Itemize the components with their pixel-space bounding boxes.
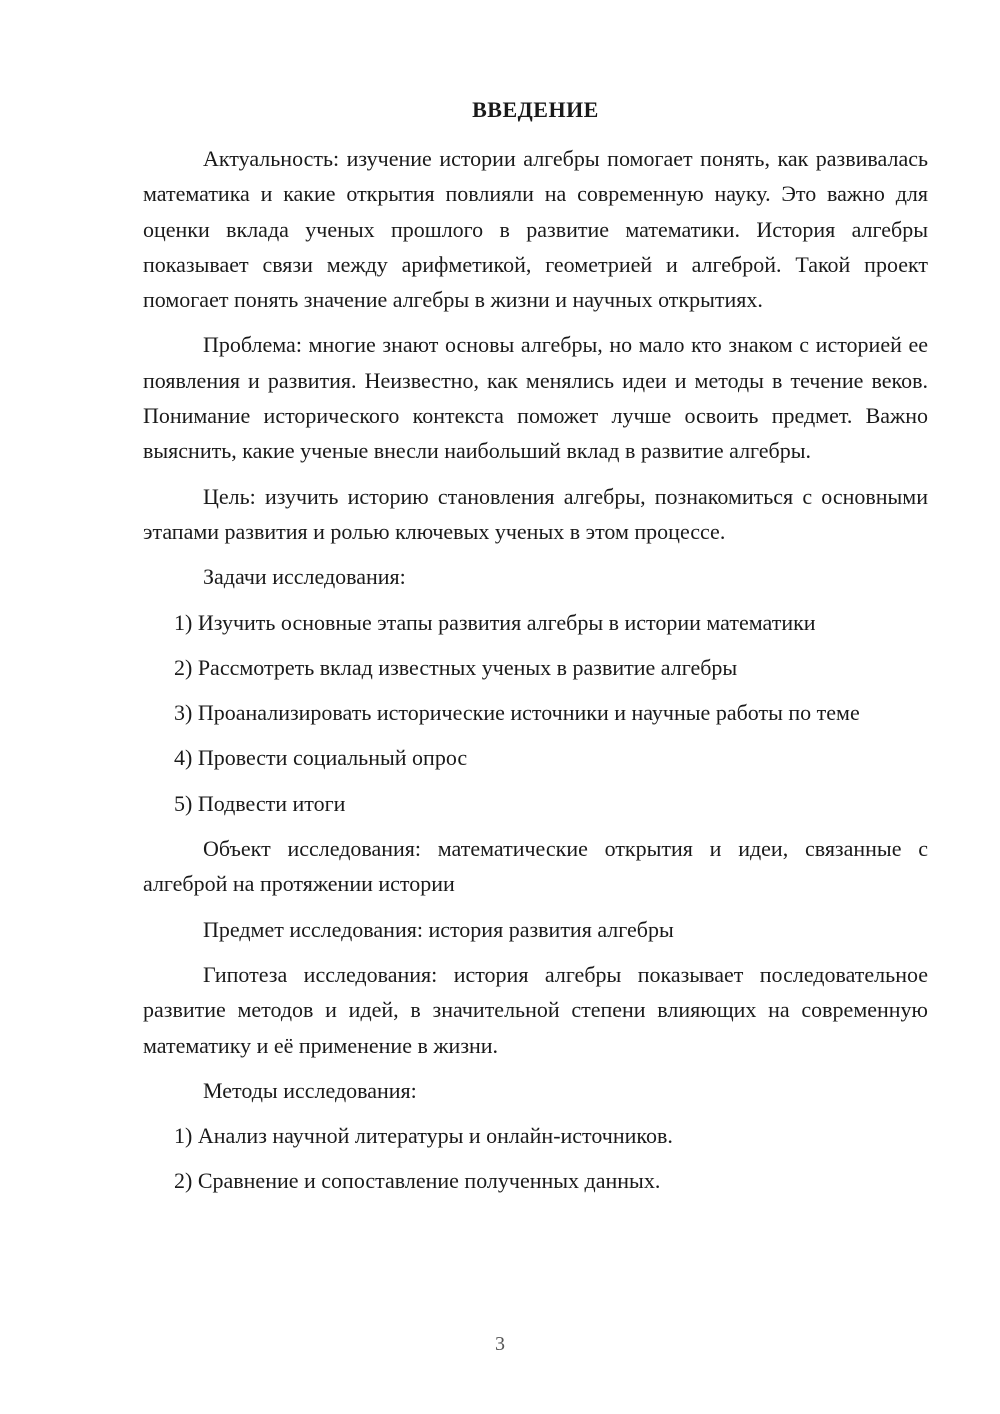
method-item-1: 1) Анализ научной литературы и онлайн-источников. [174,1123,673,1149]
page-number: 3 [495,1333,505,1355]
subject-paragraph: Предмет исследования: история развития алгебры [203,916,674,942]
task-item-5: 5) Подвести итоги [174,790,346,816]
methods-heading: Методы исследования: [203,1077,417,1103]
task-item-2: 2) Рассмотреть вклад известных ученых в развитие алгебры [174,654,738,680]
relevance-paragraph: Актуальность: изучение истории алгебры помогает понять, как развивалась математика и какие открытия повлияли на современную науку. Это важно для оценки вклада ученых прошлого в развитие математики. История алгебры показывает связи между арифметикой, геометрией и алгеброй. Такой проект помогает понять значение алгебры в жизни и научных открытиях. [143,146,928,313]
tasks-heading: Задачи исследования: [203,564,406,590]
hypothesis-paragraph: Гипотеза исследования: история алгебры показывает последовательное развитие методов и идей, в значительной степени влияющих на современную математику и её применение в жизни. [143,961,928,1058]
goal-paragraph: Цель: изучить историю становления алгебры, познакомиться с основными этапами развития и ролью ключевых ученых в этом процессе. [143,483,928,544]
problem-paragraph: Проблема: многие знают основы алгебры, но мало кто знаком с историей ее появления и развития. Неизвестно, как менялись идеи и методы в течение веков. Понимание исторического контекста поможет лучше освоить предмет. Важно выяснить, какие ученые внесли наибольший вклад в развитие алгебры. [143,332,928,464]
object-paragraph: Объект исследования: математические открытия и идеи, связанные с алгеброй на протяжении истории [143,836,928,897]
task-item-1: 1) Изучить основные этапы развития алгебры в истории математики [174,609,816,635]
page-title: ВВЕДЕНИЕ [472,97,599,122]
document-page [143,92,928,1209]
task-item-3: 3) Проанализировать исторические источники и научные работы по теме [174,700,860,726]
method-item-2: 2) Сравнение и сопоставление полученных данных. [174,1168,661,1194]
task-item-4: 4) Провести социальный опрос [174,745,468,771]
